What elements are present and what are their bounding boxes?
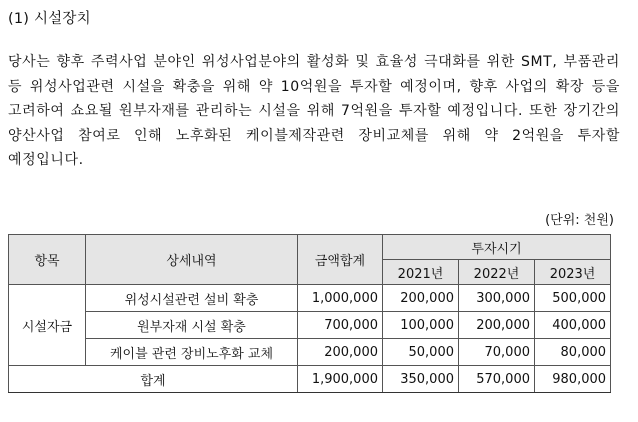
sum-label: 합계 [9, 366, 298, 393]
year-2021-cell: 50,000 [383, 339, 459, 366]
header-item: 항목 [9, 235, 86, 285]
year-2022-cell: 200,000 [459, 312, 535, 339]
header-detail: 상세내역 [86, 235, 298, 285]
section-title: (1) 시설장치 [8, 11, 91, 27]
year-2021-cell: 100,000 [383, 312, 459, 339]
year-2023-cell: 500,000 [535, 285, 611, 312]
year-2023-cell: 400,000 [535, 312, 611, 339]
unit-note: (단위: 천원) [545, 213, 614, 228]
year-2021-cell: 200,000 [383, 285, 459, 312]
year-2022-cell: 70,000 [459, 339, 535, 366]
sum-2021-cell: 350,000 [383, 366, 459, 393]
header-year-2022: 2022년 [459, 260, 535, 285]
table-row [9, 285, 611, 312]
year-2023-cell: 80,000 [535, 339, 611, 366]
total-cell: 200,000 [298, 339, 383, 366]
year-2022-cell: 300,000 [459, 285, 535, 312]
detail-cell: 원부자재 시설 확충 [86, 312, 298, 339]
table-row [9, 312, 611, 339]
detail-cell: 케이블 관련 장비노후화 교체 [86, 339, 298, 366]
sum-2023-cell: 980,000 [535, 366, 611, 393]
total-cell: 700,000 [298, 312, 383, 339]
body-paragraph: 당사는 향후 주력사업 분야인 위성사업분야의 활성화 및 효율성 극대화를 위한 SMT, 부품관리 등 위성사업관련 시설을 확충을 위해 약 10억원을 투자할 예정이며, 향후 사업의 확장 등을 고려하여 쇼요될 원부자재를 관리하는 시설을 위해 7억원을 투자할 예정입니다. 또한 장기간의 양산사업 참여로 인해 노후화된 케이블제작관련 장비교체를 위해 약 2억원을 투자할 예정입니다. [8, 54, 620, 168]
category-cell: 시설자금 [9, 285, 86, 366]
detail-cell: 위성시설관련 설비 확충 [86, 285, 298, 312]
sum-total-cell: 1,900,000 [298, 366, 383, 393]
header-year-2021: 2021년 [383, 260, 459, 285]
investment-table [8, 234, 611, 393]
header-total: 금액합계 [298, 235, 383, 285]
header-year-2023: 2023년 [535, 260, 611, 285]
total-cell: 1,000,000 [298, 285, 383, 312]
sum-2022-cell: 570,000 [459, 366, 535, 393]
sum-row [9, 366, 611, 393]
table-row [9, 339, 611, 366]
table-header-row [9, 235, 611, 260]
header-period: 투자시기 [383, 235, 611, 260]
